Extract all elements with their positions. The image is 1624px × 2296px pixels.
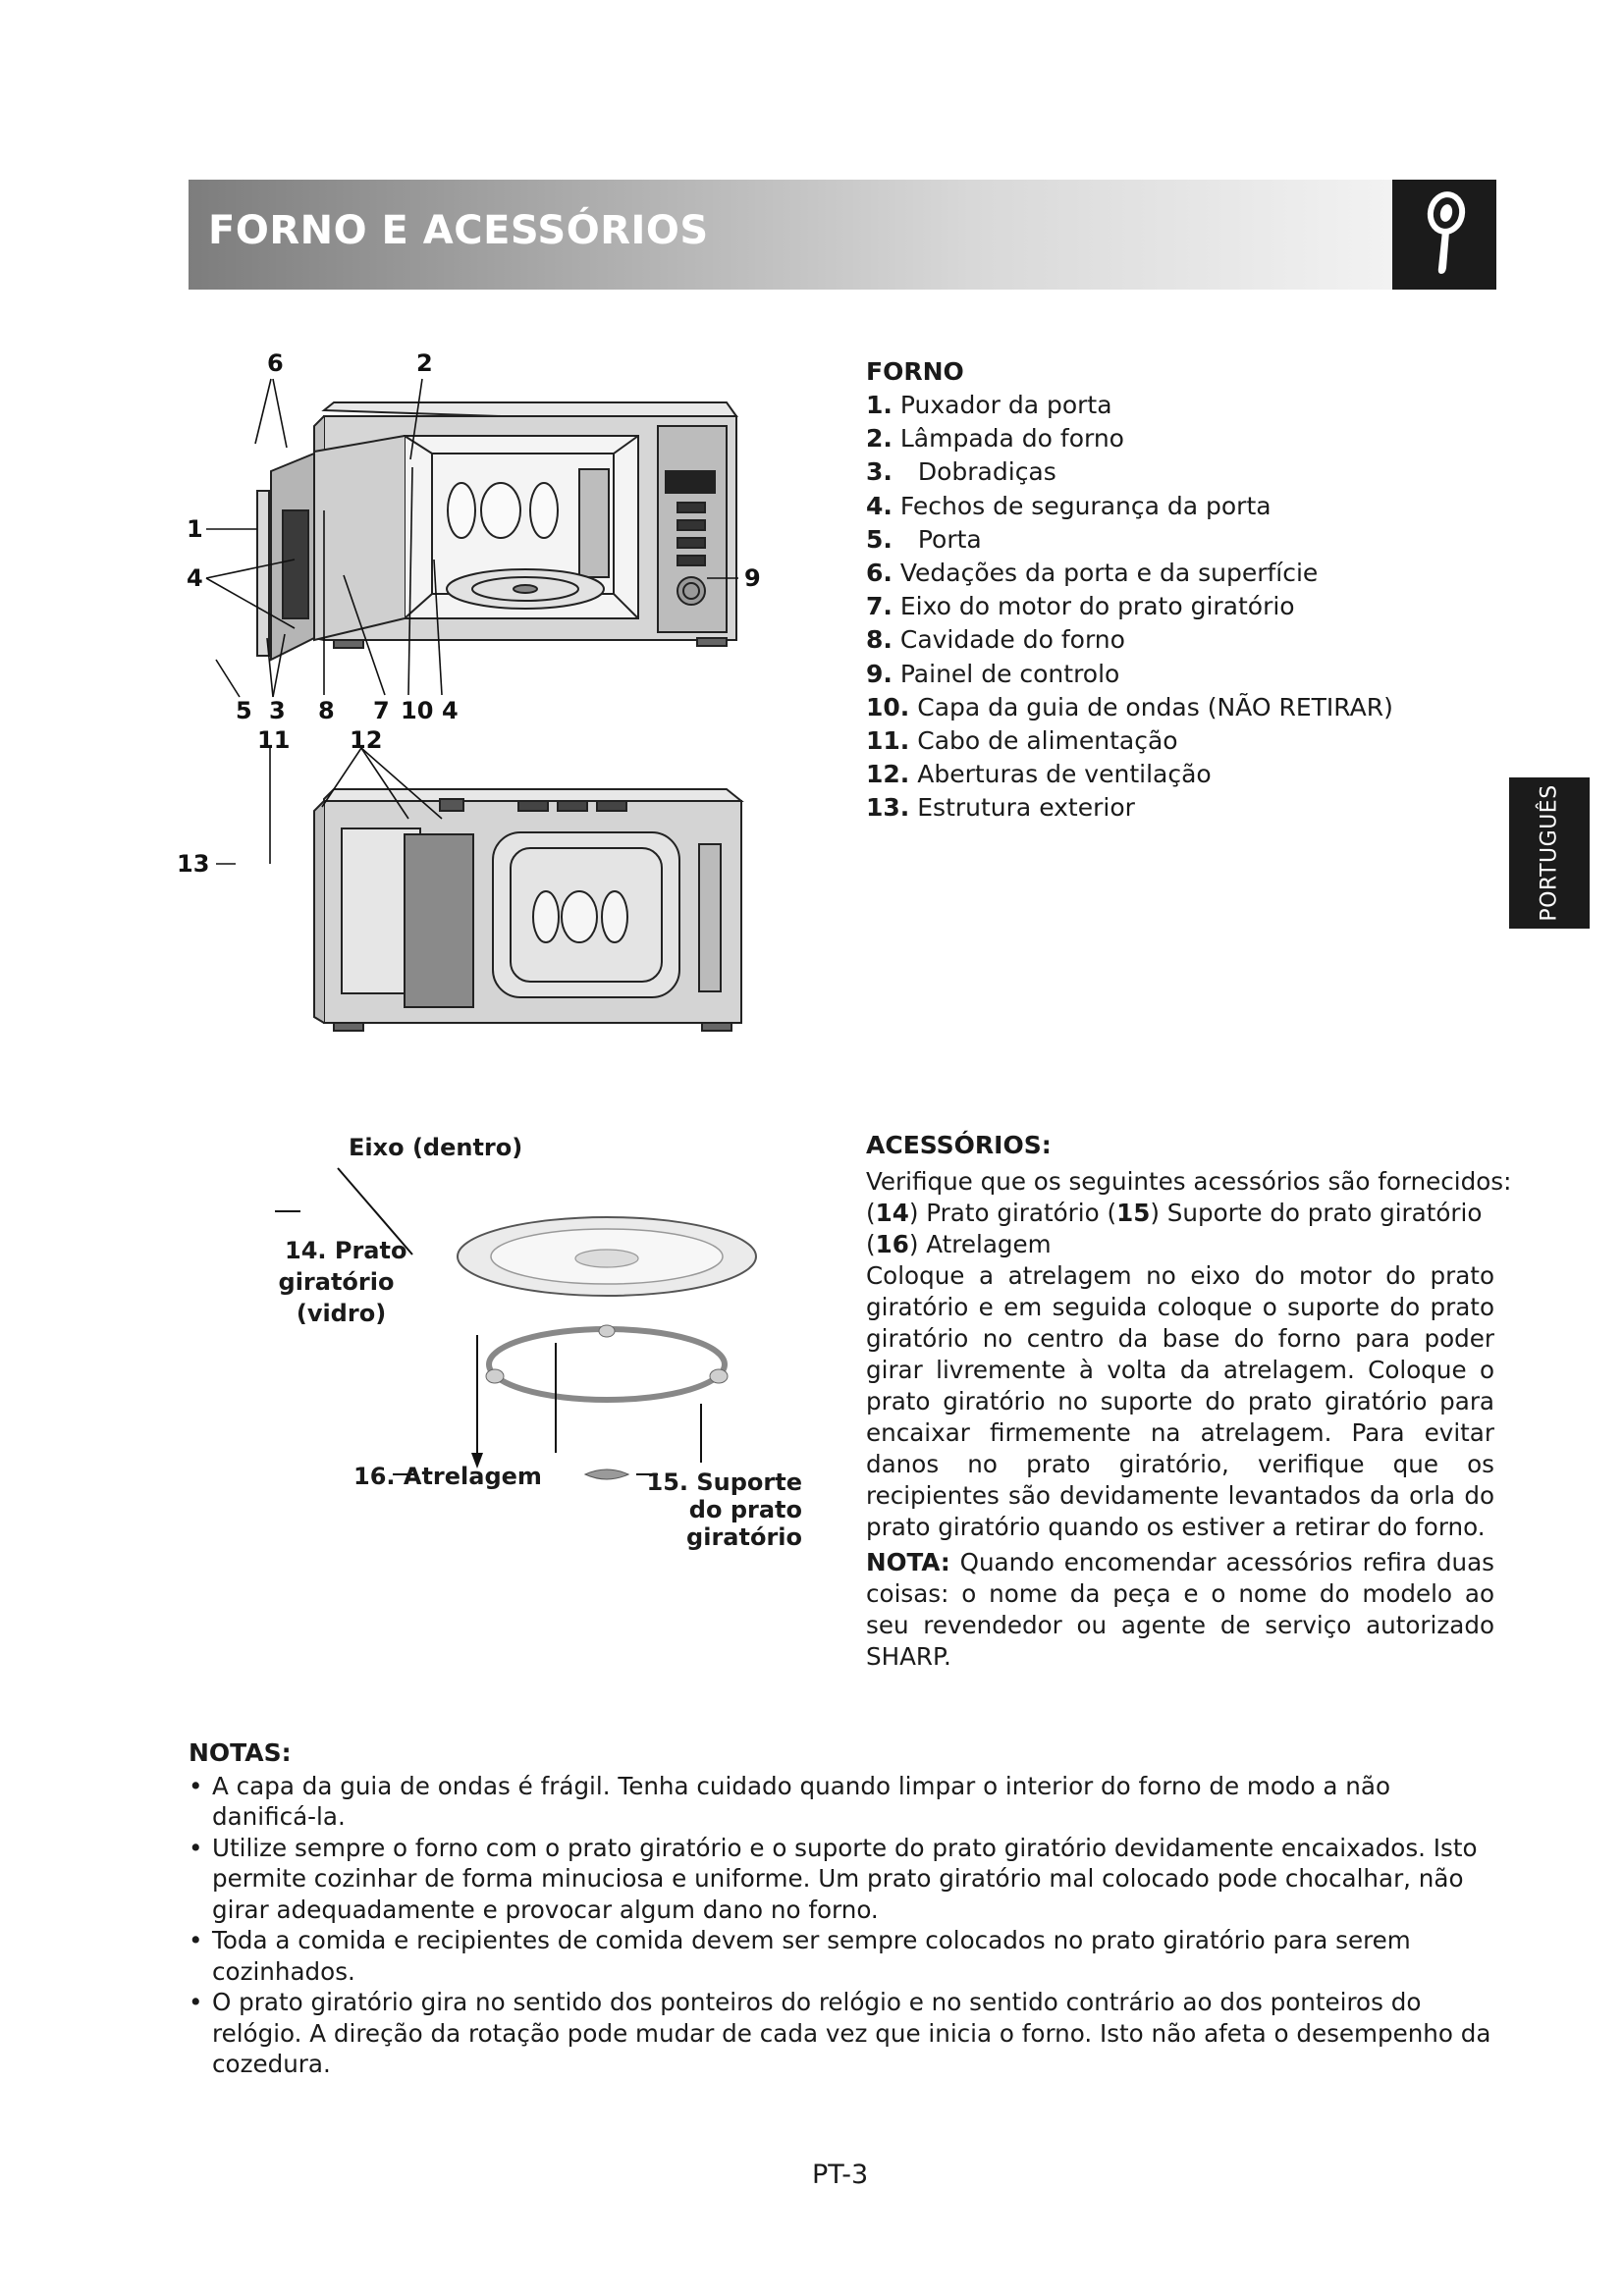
acessorios-parts-line2: (16) Atrelagem <box>866 1230 1052 1258</box>
list-item: • O prato giratório gira no sentido dos ponteiros do relógio e no sentido contrário ao dos ponteiros do relógio. A direção da rotação pode mudar de cada vez que inicia o forno. Isto não afeta o desempenho da cozedura. <box>189 1987 1494 2080</box>
language-tab <box>1509 777 1590 929</box>
language-tab-label: PORTUGUÊS <box>1537 784 1562 922</box>
callout-1: 1 <box>187 515 203 543</box>
label-prato: 14. Prato <box>285 1237 407 1264</box>
acessorios-title: ACESSÓRIOS: <box>866 1131 1052 1159</box>
callout-13: 13 <box>177 850 210 878</box>
list-item: 1. Puxador da porta <box>866 391 1112 419</box>
acessorios-intro: Verifique que os seguintes acessórios são fornecidos: <box>866 1167 1512 1196</box>
label-eixo: Eixo (dentro) <box>349 1134 523 1161</box>
callout-7: 7 <box>373 697 390 724</box>
label-prato-line3: (vidro) <box>296 1300 387 1327</box>
notas-title: NOTAS: <box>189 1738 292 1767</box>
callout-2: 2 <box>416 349 433 377</box>
callout-3: 3 <box>269 697 286 724</box>
info-pin-icon <box>1392 180 1496 290</box>
page-title: FORNO E ACESSÓRIOS <box>208 208 709 253</box>
callout-9: 9 <box>744 564 761 592</box>
list-item: 11. Cabo de alimentação <box>866 726 1178 756</box>
list-item: 13. Estrutura exterior <box>866 793 1135 823</box>
list-item: 5. Porta <box>866 524 982 554</box>
list-item: • Utilize sempre o forno com o prato giratório e o suporte do prato giratório devidamente encaixados. Isto permite cozinhar de forma minuciosa e uniforme. Um prato giratório mal colocado pode chocalhar, não girar adequadamente e provocar algum dano no forno. <box>189 1833 1494 1926</box>
acessorios-parts-line: (14) Prato giratório (15) Suporte do prato giratório <box>866 1199 1483 1227</box>
roller-ring <box>489 1329 725 1400</box>
list-item: 9. Painel de controlo <box>866 659 1120 688</box>
list-item: 12. Aberturas de ventilação <box>866 760 1212 789</box>
callout-11: 11 <box>257 726 291 754</box>
oven-diagram <box>177 344 844 1050</box>
coupler <box>585 1469 628 1479</box>
list-item: 6. Vedações da porta e da superfície <box>866 559 1319 588</box>
list-item: 7. Eixo do motor do prato giratório <box>866 592 1295 621</box>
list-item: 4. Fechos de segurança da porta <box>866 491 1272 520</box>
callout-10: 10 <box>401 697 434 724</box>
list-item: 10. Capa da guia de ondas (NÃO RETIRAR) <box>866 692 1393 721</box>
forno-title: FORNO <box>866 357 964 386</box>
acessorios-body: Coloque a atrelagem no eixo do motor do prato giratório e em seguida coloque o suporte do prato giratório no centro da base do forno para poder girar livremente à volta da atrelagem. Coloque o prato giratório no suporte do prato giratório para encaixar firmemente na atrelagem. Para evitar danos no prato giratório, verifique que os recipientes são devidamente levantados da orla do prato giratório quando os estiver a retirar do forno. <box>866 1261 1494 1541</box>
notes-block <box>189 1737 1494 2080</box>
list-item: 8. Cavidade do forno <box>866 625 1125 655</box>
label-suporte: 15. Suporte do prato giratório <box>646 1468 802 1551</box>
forno-list <box>866 389 1393 826</box>
acessorios-text <box>866 1166 1512 1673</box>
list-item: 3. Dobradiças <box>866 457 1056 487</box>
callout-5: 5 <box>236 697 252 724</box>
label-atrelagem: 16. Atrelagem <box>353 1463 542 1490</box>
oven-front-illustration <box>257 402 736 660</box>
label-prato-line2: giratório <box>278 1268 395 1296</box>
list-item: 2. Lâmpada do forno <box>866 424 1124 454</box>
callout-8: 8 <box>318 697 335 724</box>
header-icon-box <box>1392 180 1496 290</box>
page-number: PT-3 <box>812 2160 869 2190</box>
callout-4b: 4 <box>442 697 459 724</box>
callout-6: 6 <box>267 349 284 377</box>
oven-back-illustration <box>314 789 741 1031</box>
callout-12: 12 <box>350 726 383 754</box>
list-item: • Toda a comida e recipientes de comida devem ser sempre colocados no prato giratório para serem cozinhados. <box>189 1925 1494 1987</box>
acessorios-nota: NOTA: Quando encomendar acessórios refira duas coisas: o nome da peça e o nome do modelo ao seu revendedor ou agente de serviço autorizado SHARP. <box>866 1548 1494 1671</box>
callout-4: 4 <box>187 564 203 592</box>
list-item: • A capa da guia de ondas é frágil. Tenha cuidado quando limpar o interior do forno de modo a não danificá-la. <box>189 1771 1494 1833</box>
